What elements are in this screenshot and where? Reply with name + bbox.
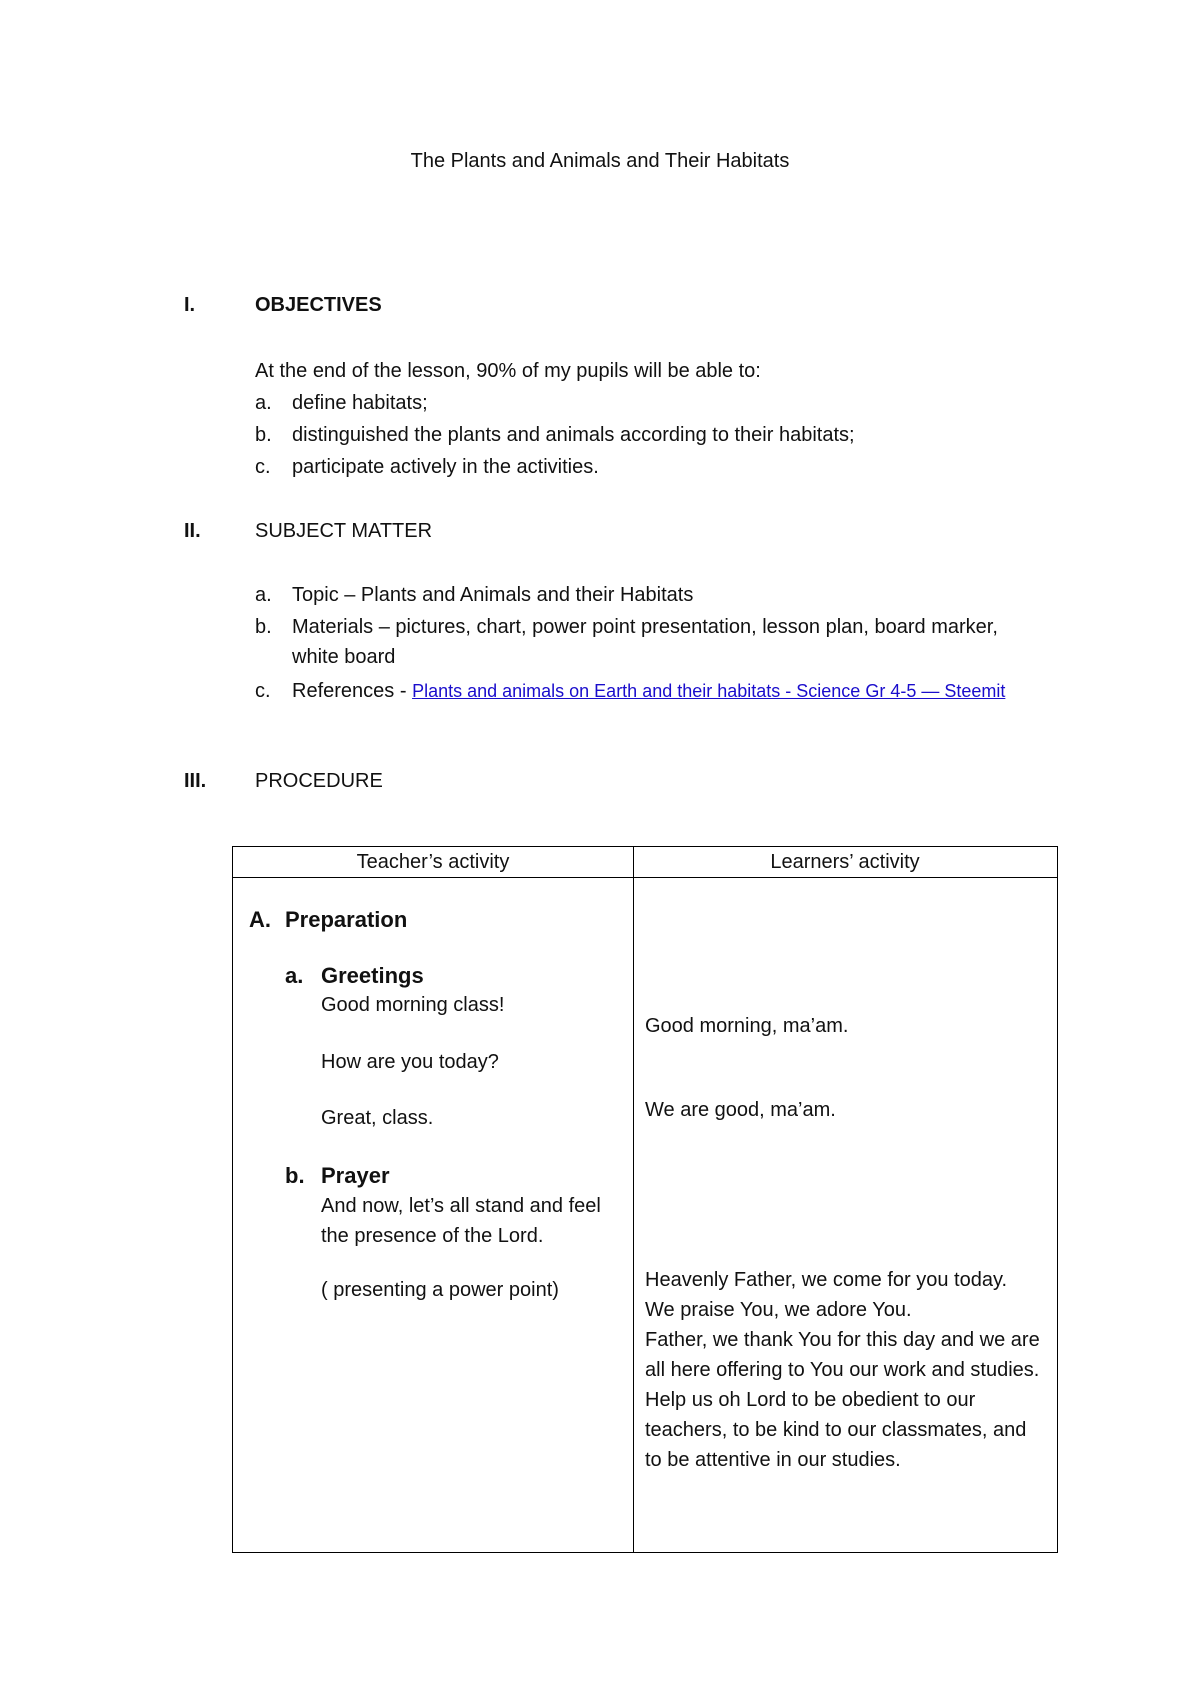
table-header-learners: Learners’ activity [770,851,920,873]
subject-item-references [292,676,1032,706]
section-number-objectives: I. [184,294,196,316]
table-header-teacher: Teacher’s activity [356,851,510,873]
objective-letter: b. [255,424,272,446]
section-title-objectives: OBJECTIVES [255,294,382,316]
learners-greeting-response: Good morning, ma’am. [645,1015,849,1037]
subject-letter: b. [255,616,272,638]
table-column-divider [633,847,634,1552]
section-title-procedure: PROCEDURE [255,770,383,792]
subject-item-topic: Topic – Plants and Animals and their Habitats [292,584,694,606]
subject-letter: c. [255,680,271,702]
teacher-question: How are you today? [321,1051,499,1073]
references-link[interactable]: Plants and animals on Earth and their habitats - Science Gr 4-5 — Steemit [412,681,1006,701]
teacher-prayer-instruction: And now, let’s all stand and feel the presence of the Lord. [321,1195,601,1247]
learners-status-response: We are good, ma’am. [645,1099,836,1121]
objective-letter: a. [255,392,272,414]
teacher-greeting: Good morning class! [321,994,505,1016]
document-title: The Plants and Animals and Their Habitats [410,150,790,172]
objective-item: distinguished the plants and animals according to their habitats; [292,424,855,446]
substep-title-prayer: Prayer [321,1163,390,1188]
objective-item: define habitats; [292,392,428,414]
subject-item-materials: Materials – pictures, chart, power point presentation, lesson plan, board marker, white board [292,616,998,668]
procedure-table [232,846,1058,1553]
references-label: References - [292,680,413,702]
step-title-preparation: Preparation [285,907,408,932]
subject-letter: a. [255,584,272,606]
objectives-intro: At the end of the lesson, 90% of my pupils will be able to: [255,360,761,382]
learners-prayer: Heavenly Father, we come for you today. We praise You, we adore You. Father, we thank You for this day and we are all here offering to You our work and studies. Help us oh Lord to be obedient to our teachers, to be kind to our classmates, and to be attentive in our studies. [645,1269,1040,1471]
teacher-response: Great, class. [321,1107,434,1129]
section-number-procedure: III. [184,770,207,792]
substep-title-greetings: Greetings [321,963,424,988]
teacher-presenting-note: ( presenting a power point) [321,1279,559,1301]
objective-letter: c. [255,456,271,478]
section-title-subject-matter: SUBJECT MATTER [255,520,433,542]
step-letter: A. [249,907,271,932]
substep-letter: b. [285,1163,305,1188]
substep-letter: a. [285,963,304,988]
objective-item: participate actively in the activities. [292,456,599,478]
table-header-divider [233,877,1057,878]
section-number-subject-matter: II. [184,520,201,542]
